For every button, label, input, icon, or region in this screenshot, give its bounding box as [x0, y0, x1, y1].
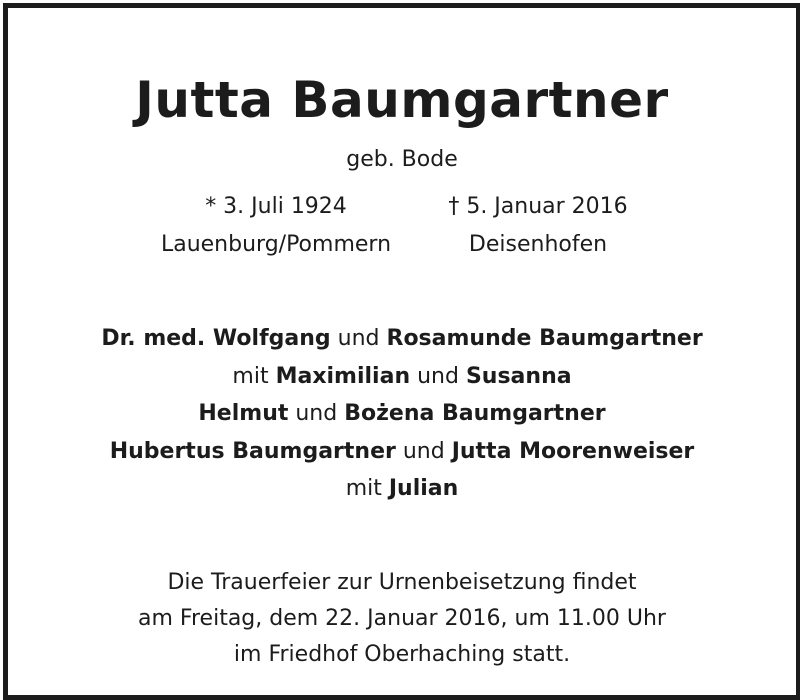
- conjunction: und: [410, 363, 466, 389]
- birth-place: Lauenburg/Pommern: [160, 232, 392, 257]
- conjunction: und: [330, 326, 387, 351]
- service-line: Die Trauerfeier zur Urnenbeisetzung findet: [167, 570, 637, 595]
- family-member: Jutta Moorenweiser: [451, 438, 695, 464]
- service-line: am Freitag, dem 22. Januar 2016, um 11.00 Uhr: [138, 606, 666, 631]
- family-line: [8, 358, 796, 396]
- family-member: Bożena Baumgartner: [344, 401, 606, 426]
- death-date: † 5. Januar 2016: [448, 194, 628, 219]
- family-line: [8, 395, 796, 433]
- death-info: [388, 188, 688, 264]
- family-list: [8, 320, 796, 508]
- family-member: Rosamunde Baumgartner: [386, 326, 703, 351]
- birth-date: * 3. Juli 1924: [205, 194, 347, 219]
- service-line: im Friedhof Oberhaching statt.: [233, 642, 571, 667]
- family-member: Maximilian: [275, 363, 411, 389]
- death-place: Deisenhofen: [468, 232, 608, 257]
- conjunction: und: [288, 401, 345, 426]
- notice-border: [3, 3, 800, 700]
- family-line: [8, 320, 796, 358]
- prefix: mit: [232, 363, 276, 389]
- birth-info: [126, 188, 426, 264]
- family-member: Hubertus Baumgartner: [109, 438, 396, 464]
- family-line: [8, 433, 796, 471]
- maiden-name: geb. Bode: [346, 147, 458, 172]
- family-member: Dr. med. Wolfgang: [101, 326, 331, 351]
- family-line: [8, 470, 796, 508]
- prefix: mit: [345, 476, 389, 501]
- family-member: Julian: [388, 476, 459, 501]
- obituary-notice: [8, 8, 796, 695]
- deceased-name: Jutta Baumgartner: [135, 71, 669, 129]
- funeral-service-info: [8, 565, 796, 673]
- family-member: Susanna: [465, 363, 572, 389]
- family-member: Helmut: [198, 401, 289, 426]
- conjunction: und: [395, 438, 452, 464]
